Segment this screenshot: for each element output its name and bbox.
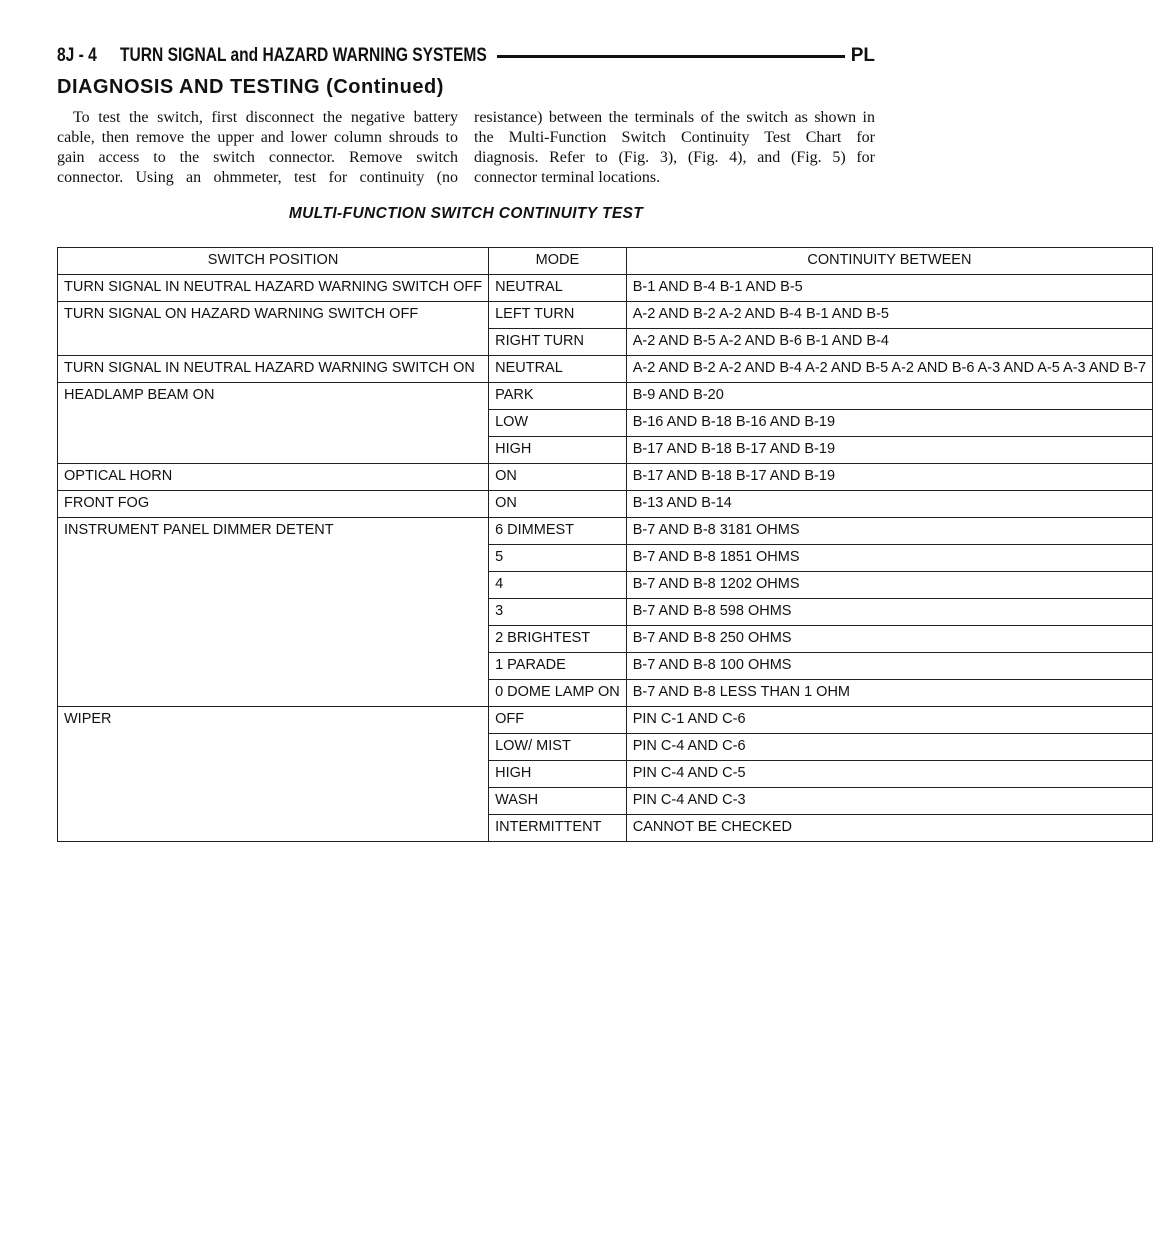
continuity-cell: B-7 AND B-8 250 OHMS [626, 626, 1152, 653]
switch-position-cell: TURN SIGNAL IN NEUTRAL HAZARD WARNING SWITCH ON [58, 356, 489, 383]
table-row [58, 464, 1153, 491]
mode-cell: LOW/ MIST [489, 734, 627, 761]
mode-cell: OFF [489, 707, 627, 734]
mode-cell: 6 DIMMEST [489, 518, 627, 545]
continuity-cell: B-7 AND B-8 3181 OHMS [626, 518, 1152, 545]
chapter-title: TURN SIGNAL and HAZARD WARNING SYSTEMS [119, 45, 487, 66]
table-row [58, 275, 1153, 302]
table-row [58, 383, 1153, 410]
table-row [58, 302, 1153, 329]
switch-position-cell: OPTICAL HORN [58, 464, 489, 491]
continuity-cell: PIN C-4 AND C-6 [626, 734, 1152, 761]
continuity-cell: PIN C-4 AND C-5 [626, 761, 1152, 788]
page-number: 8J - 4 [57, 45, 97, 66]
table-row [58, 707, 1153, 734]
switch-position-cell: INSTRUMENT PANEL DIMMER DETENT [58, 518, 489, 707]
continuity-cell: B-17 AND B-18 B-17 AND B-19 [626, 437, 1152, 464]
continuity-cell: B-7 AND B-8 LESS THAN 1 OHM [626, 680, 1152, 707]
mode-cell: 3 [489, 599, 627, 626]
mode-cell: 0 DOME LAMP ON [489, 680, 627, 707]
column-header-switch-position: SWITCH POSITION [58, 248, 489, 275]
page-header [57, 43, 875, 69]
mode-cell: PARK [489, 383, 627, 410]
continuity-cell: A-2 AND B-2 A-2 AND B-4 B-1 AND B-5 [626, 302, 1152, 329]
mode-cell: RIGHT TURN [489, 329, 627, 356]
mode-cell: ON [489, 491, 627, 518]
continuity-cell: PIN C-1 AND C-6 [626, 707, 1152, 734]
continuity-cell: B-17 AND B-18 B-17 AND B-19 [626, 464, 1152, 491]
continuity-cell: CANNOT BE CHECKED [626, 815, 1152, 842]
intro-text [57, 108, 875, 188]
continuity-cell: A-2 AND B-5 A-2 AND B-6 B-1 AND B-4 [626, 329, 1152, 356]
switch-position-cell: TURN SIGNAL IN NEUTRAL HAZARD WARNING SWITCH OFF [58, 275, 489, 302]
section-title: DIAGNOSIS AND TESTING (Continued) [57, 76, 444, 98]
table-row [58, 491, 1153, 518]
mode-cell: WASH [489, 788, 627, 815]
table-row [58, 356, 1153, 383]
mode-cell: HIGH [489, 761, 627, 788]
continuity-cell: B-1 AND B-4 B-1 AND B-5 [626, 275, 1152, 302]
continuity-cell: B-13 AND B-14 [626, 491, 1152, 518]
table-body [58, 275, 1153, 842]
continuity-cell: B-9 AND B-20 [626, 383, 1152, 410]
continuity-table [57, 247, 1153, 842]
intro-paragraph: To test the switch, first disconnect the negative battery cable, then remove the upper and lower column shrouds to gain access to the switch connector. Remove switch connector. Using an ohmmeter, test for continuity (no resistance) between the terminals of the switch as shown in the Multi-Function Switch Continuity Test Chart for diagnosis. Refer to (Fig. 3), (Fig. 4), and (Fig. 5) for connector terminal locations. [57, 109, 875, 186]
mode-cell: LEFT TURN [489, 302, 627, 329]
continuity-cell: A-2 AND B-2 A-2 AND B-4 A-2 AND B-5 A-2 AND B-6 A-3 AND A-5 A-3 AND B-7 [626, 356, 1152, 383]
continuity-cell: B-16 AND B-18 B-16 AND B-19 [626, 410, 1152, 437]
mode-cell: NEUTRAL [489, 275, 627, 302]
mode-cell: 1 PARADE [489, 653, 627, 680]
table-title: MULTI-FUNCTION SWITCH CONTINUITY TEST [288, 205, 644, 222]
mode-cell: NEUTRAL [489, 356, 627, 383]
mode-cell: 5 [489, 545, 627, 572]
continuity-cell: PIN C-4 AND C-3 [626, 788, 1152, 815]
vehicle-code: PL [850, 45, 875, 66]
mode-cell: 4 [489, 572, 627, 599]
column-header-mode: MODE [489, 248, 627, 275]
continuity-cell: B-7 AND B-8 100 OHMS [626, 653, 1152, 680]
table-row [58, 518, 1153, 545]
column-header-continuity: CONTINUITY BETWEEN [626, 248, 1152, 275]
continuity-cell: B-7 AND B-8 1851 OHMS [626, 545, 1152, 572]
mode-cell: ON [489, 464, 627, 491]
continuity-cell: B-7 AND B-8 598 OHMS [626, 599, 1152, 626]
mode-cell: INTERMITTENT [489, 815, 627, 842]
mode-cell: LOW [489, 410, 627, 437]
switch-position-cell: TURN SIGNAL ON HAZARD WARNING SWITCH OFF [58, 302, 489, 356]
table-header-row [58, 248, 1153, 275]
mode-cell: 2 BRIGHTEST [489, 626, 627, 653]
mode-cell: HIGH [489, 437, 627, 464]
switch-position-cell: WIPER [58, 707, 489, 842]
header-rule [497, 55, 845, 58]
switch-position-cell: FRONT FOG [58, 491, 489, 518]
switch-position-cell: HEADLAMP BEAM ON [58, 383, 489, 464]
continuity-cell: B-7 AND B-8 1202 OHMS [626, 572, 1152, 599]
